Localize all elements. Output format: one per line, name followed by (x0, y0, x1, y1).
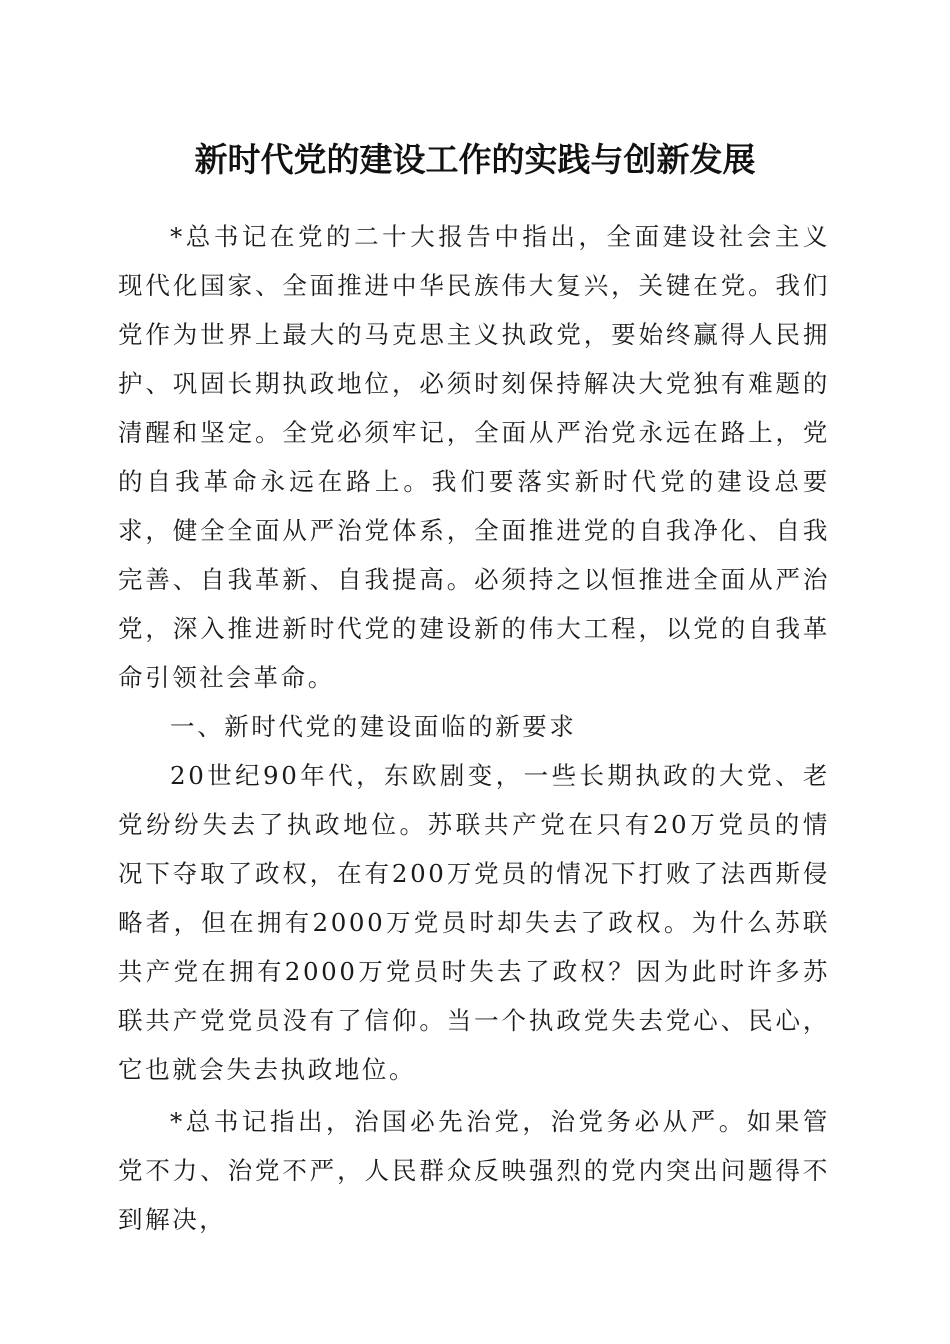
paragraph-quote: *总书记指出，治国必先治党，治党务必从严。如果管党不力、治党不严，人民群众反映强烈的党内突出问题得不到解决， (118, 1107, 830, 1234)
document-title: 新时代党的建设工作的实践与创新发展 (194, 140, 756, 179)
document-body (118, 212, 830, 1244)
paragraph-history: 20世纪90年代，东欧剧变，一些长期执政的大党、老党纷纷失去了执政地位。苏联共产党在只有20万党员的情况下夺取了政权，在有200万党员的情况下打败了法西斯侵略者，但在拥有2000万党员时却失去了政权。为什么苏联共产党在拥有2000万党员时失去了政权？因为此时许多苏联共产党党员没有了信仰。当一个执政党失去党心、民心，它也就会失去执政地位。 (118, 761, 830, 1084)
paragraph-intro: *总书记在党的二十大报告中指出，全面建设社会主义现代化国家、全面推进中华民族伟大复兴，关键在党。我们党作为世界上最大的马克思主义执政党，要始终赢得人民拥护、巩固长期执政地位，必须时刻保持解决大党独有难题的清醒和坚定。全党必须牢记，全面从严治党永远在路上，党的自我革命永远在路上。我们要落实新时代党的建设总要求，健全全面从严治党体系，全面推进党的自我净化、自我完善、自我革新、自我提高。必须持之以恒推进全面从严治党，深入推进新时代党的建设新的伟大工程，以党的自我革命引领社会革命。 (118, 222, 830, 692)
section-heading: 一、新时代党的建设面临的新要求 (170, 712, 577, 741)
